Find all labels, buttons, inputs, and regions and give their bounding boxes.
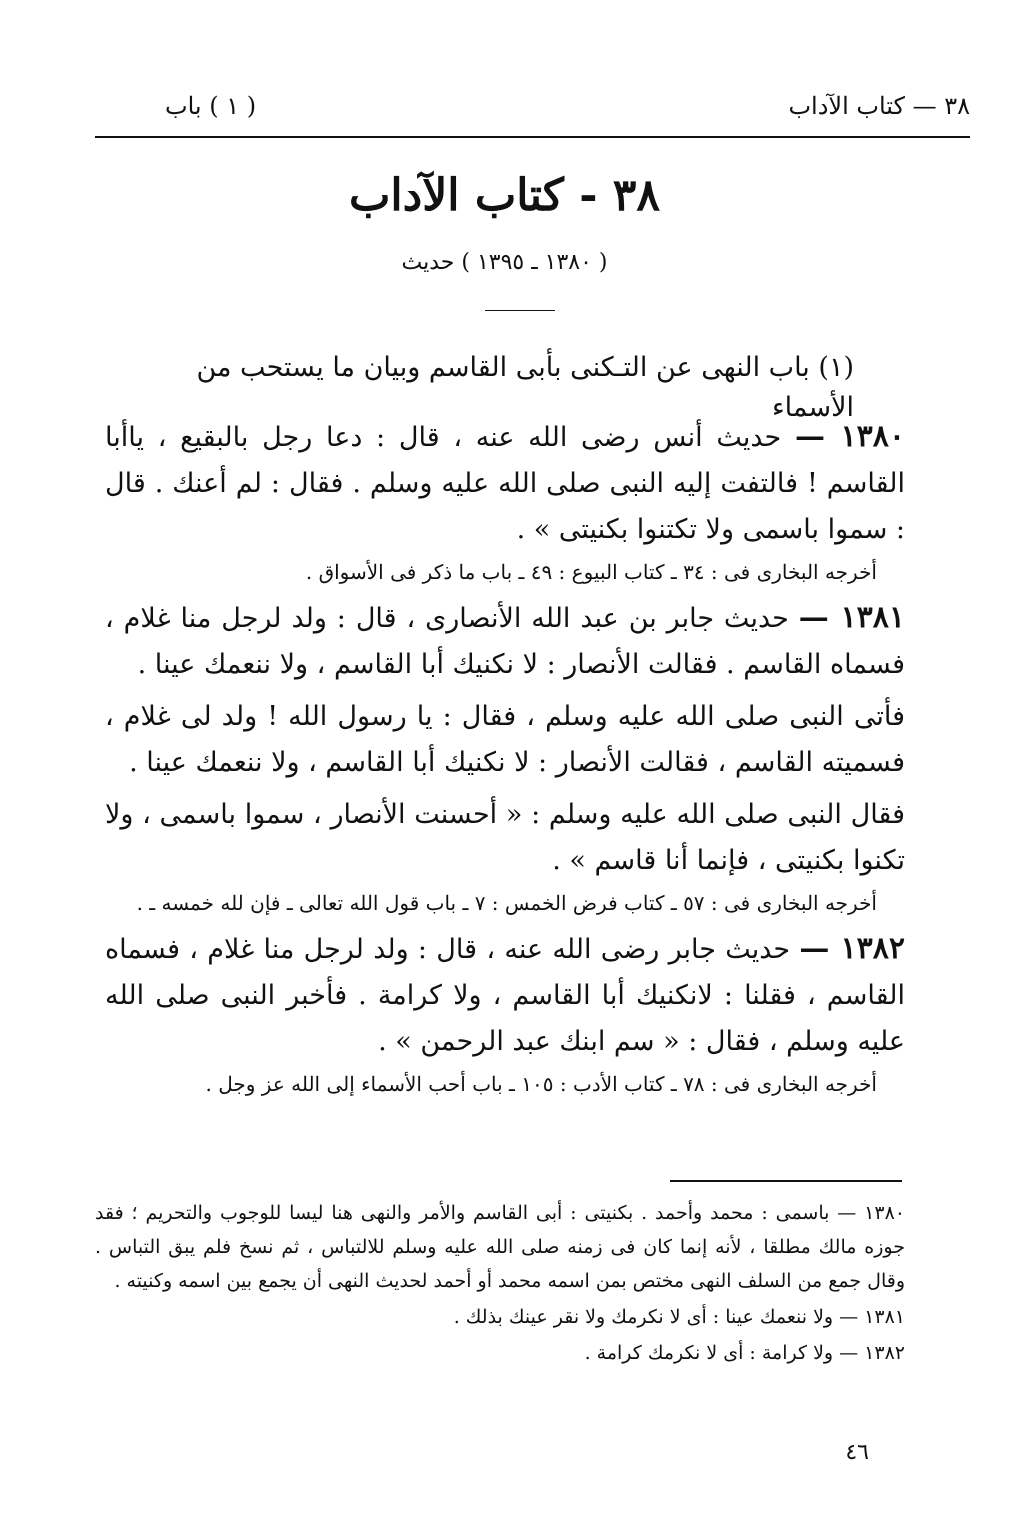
hadith-number: ١٣٨٠ —: [794, 419, 905, 454]
header-divider: [95, 136, 970, 138]
page-number: ٤٦: [845, 1440, 869, 1465]
hadith-source-note: أخرجه البخارى فى : ٧٨ ـ كتاب الأدب : ١٠٥ ـ باب أحب الأسماء إلى الله عز وجل .: [205, 1072, 877, 1096]
hadith-source-note: أخرجه البخارى فى : ٣٤ ـ كتاب البيوع : ٤٩ ـ باب ما ذكر فى الأسواق .: [305, 560, 877, 584]
footnote-1381: ١٣٨١ — ولا ننعمك عينا : أى لا نكرمك ولا نقر عينك بذلك .: [453, 1306, 905, 1328]
hadith-number: ١٣٨٢ —: [799, 931, 905, 966]
main-text: [105, 414, 905, 1107]
hadith-continuation: فقال النبى صلى الله عليه وسلم : « أحسنت الأنصار ، سموا باسمى ، ولا تكنوا بكنيتى ، فإنما أنا قاسم » .: [105, 799, 905, 876]
hadith-1381: [105, 595, 905, 688]
hadith-range: ( ١٣٨٠ ـ ١٣٩٥ ) حديث: [401, 250, 608, 275]
running-head: [95, 92, 970, 132]
hadith-1380: [105, 414, 905, 553]
book-title: ٣٨ - كتاب الآداب: [348, 170, 661, 221]
footnote-1380: ١٣٨٠ — باسمى : محمد وأحمد . بكنيتى : أبى القاسم والأمر والنهى هنا ليسا للوجوب والتحريم ؛ فقد جوزه مالك مطلقا ، لأنه إنما كان فى زمنه صلى الله عليه وسلم للالتباس ، ثم نسخ فلم يبق التباس . وقال جمع من السلف النهى مختص بمن اسمه محمد أو أحمد لحديث النهى أن يجمع بين اسمه وكنيته .: [95, 1202, 905, 1292]
title-divider: [485, 310, 555, 311]
running-head-chapter: ( ١ ) باب: [165, 92, 257, 120]
hadith-number: ١٣٨١ —: [798, 600, 905, 635]
hadith-text: حديث جابر رضى الله عنه ، قال : ولد لرجل منا غلام ، فسماه القاسم ، فقلنا : لانكنيك أبا القاسم ، ولا كرامة . فأخبر النبى صلى الله عليه وسلم ، فقال : « سم ابنك عبد الرحمن » .: [105, 934, 905, 1057]
footnotes: [95, 1196, 905, 1372]
hadith-text: حديث جابر بن عبد الله الأنصارى ، قال : ولد لرجل منا غلام ، فسماه القاسم . فقالت الأنصار : لا نكنيك أبا القاسم ، ولا ننعمك عينا .: [105, 603, 905, 680]
hadith-continuation: فأتى النبى صلى الله عليه وسلم ، فقال : يا رسول الله ! ولد لى غلام ، فسميته القاسم ، فقالت الأنصار : لا نكنيك أبا القاسم ، ولا ننعمك عينا .: [105, 701, 905, 778]
hadith-source-note: أخرجه البخارى فى : ٥٧ ـ كتاب فرض الخمس : ٧ ـ باب قول الله تعالى ـ فإن لله خمسه ـ .: [136, 891, 877, 915]
footnote-1382: ١٣٨٢ — ولا كرامة : أى لا نكرمك كرامة .: [584, 1342, 905, 1364]
chapter-heading: (١) باب النهى عن التـكنى بأبى القاسم وبيان ما يستحب من الأسماء: [196, 352, 854, 423]
hadith-1382: [105, 926, 905, 1065]
running-head-book-title: ٣٨ — كتاب الآداب: [788, 92, 970, 120]
footnote-divider: [670, 1180, 902, 1182]
hadith-text: حديث أنس رضى الله عنه ، قال : دعا رجل بالبقيع ، ياأبا القاسم ! فالتفت إليه النبى صلى الله عليه وسلم . فقال : لم أعنك . قال : سموا باسمى ولا تكتنوا بكنيتى » .: [105, 422, 905, 545]
